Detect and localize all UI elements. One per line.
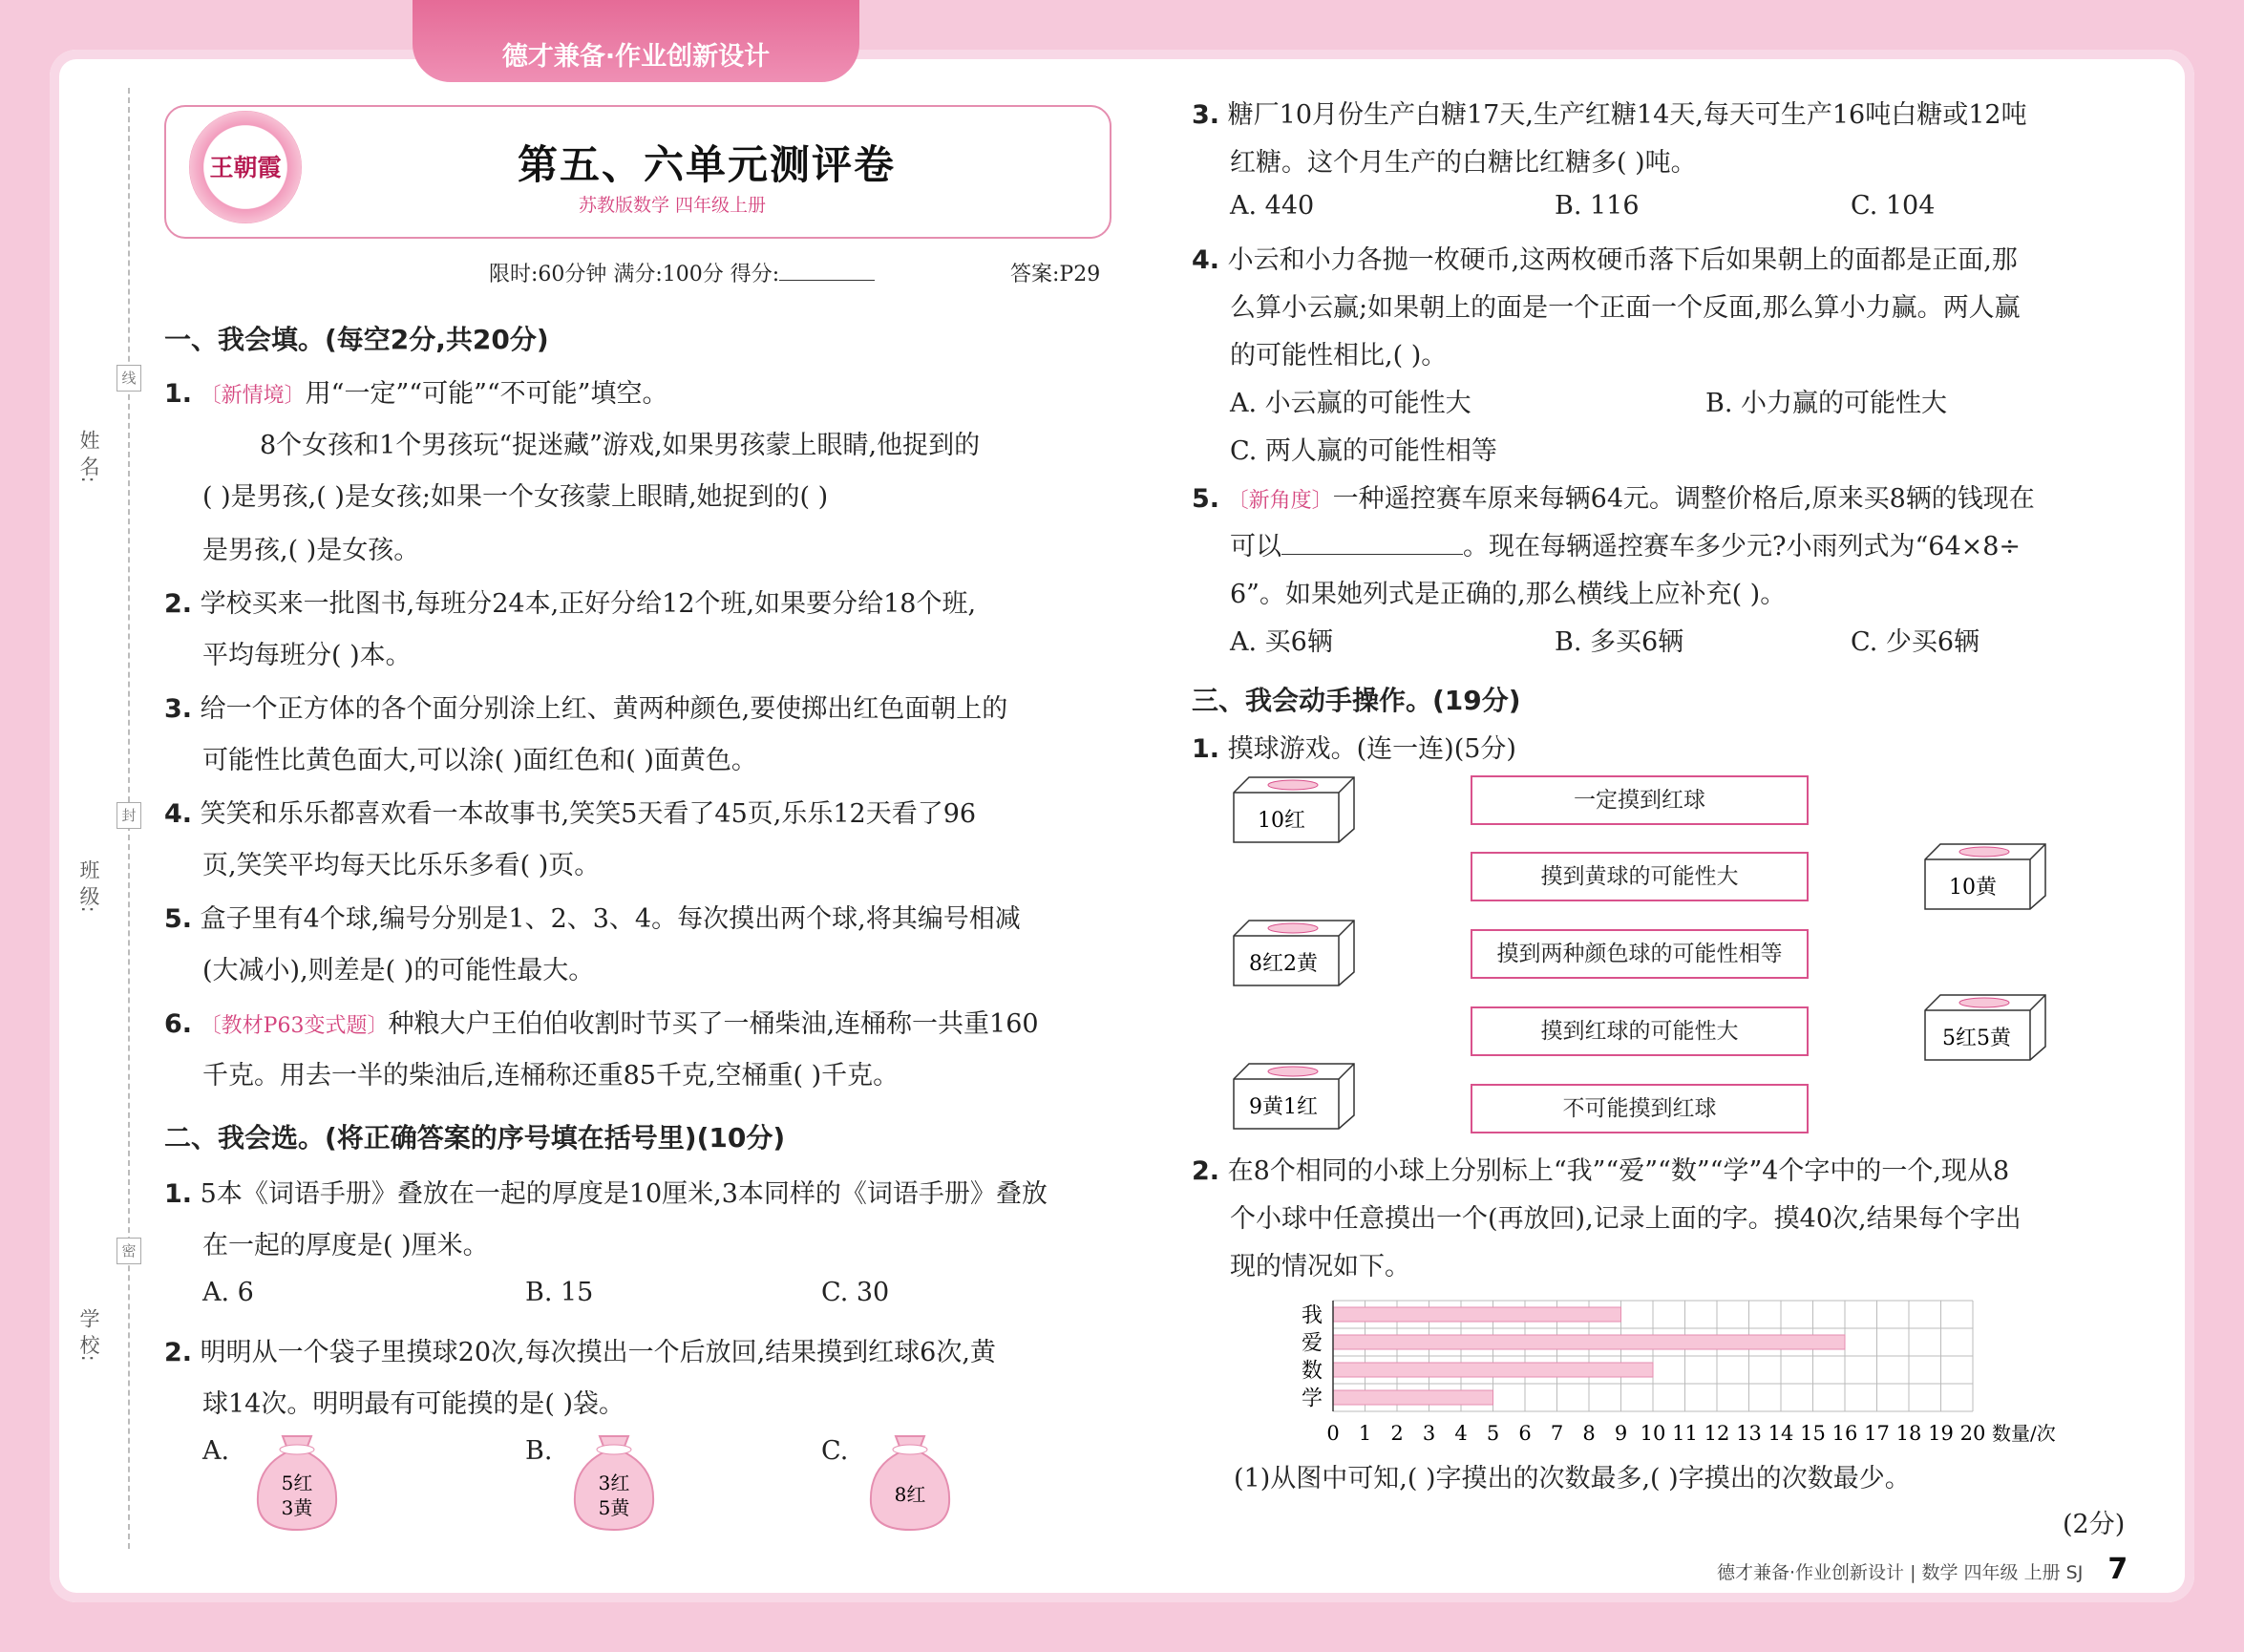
bar-数 xyxy=(1333,1363,1653,1377)
bar-爱 xyxy=(1333,1335,1845,1349)
s3-q2-line3: 现的情况如下。 xyxy=(1230,1252,1410,1281)
tick-label: 15 xyxy=(1800,1422,1826,1442)
s1-q5-line2: (大减小),则差是( )的可能性最大。 xyxy=(202,956,595,985)
series-banner: 德才兼备·作业创新设计 xyxy=(413,0,859,82)
s3-q2-points: (2分) xyxy=(2063,1510,2126,1539)
answer-ref: 答案:P29 xyxy=(1010,263,1101,286)
footer-text: 德才兼备·作业创新设计 | 数学 四年级 上册 SJ xyxy=(1717,1562,2084,1583)
s2-q1-option-b: B. 15 xyxy=(525,1278,594,1307)
tick-label: 6 xyxy=(1518,1422,1532,1442)
s3-q2-line2: 个小球中任意摸出一个(再放回),记录上面的字。摸40次,结果每个字出 xyxy=(1230,1204,2022,1234)
ball-box-8-red-2-yellow xyxy=(1232,919,1356,987)
s3-q1: 1. 摸球游戏。(连一连)(5分) xyxy=(1192,734,1516,764)
s2-q5-option-c: C. 少买6辆 xyxy=(1851,627,1980,657)
tick-label: 3 xyxy=(1422,1422,1436,1442)
s2-q1-line2: 在一起的厚度是( )厘米。 xyxy=(202,1231,489,1260)
s2-q1-option-c: C. 30 xyxy=(821,1278,890,1307)
s2-q5-option-b: B. 多买6辆 xyxy=(1555,627,1684,657)
tick-label: 0 xyxy=(1326,1422,1340,1442)
gutter-class-label: 班 级: xyxy=(77,859,100,913)
bag-a-line1: 5红 xyxy=(281,1472,313,1494)
bar-学 xyxy=(1333,1390,1493,1405)
bag-b-line1: 3红 xyxy=(598,1472,630,1494)
s1-q5: 5. 盒子里有4个球,编号分别是1、2、3、4。每次摸出两个球,将其编号相减 xyxy=(164,904,1021,934)
tick-label: 7 xyxy=(1550,1422,1564,1442)
ball-box-label-5: 5红5黄 xyxy=(1942,1027,2011,1050)
s2-q5-line2: 可以 。现在每辆遥控赛车多少元?小雨列式为“64×8÷ xyxy=(1230,532,2022,561)
s2-q4-option-b: B. 小力赢的可能性大 xyxy=(1705,389,1948,418)
page-number: 7 xyxy=(2107,1553,2128,1586)
s2-q5-option-a: A. 买6辆 xyxy=(1230,627,1333,657)
s3-q2: 2. 在8个相同的小球上分别标上“我”“爱”“数”“学”4个字中的一个,现从8 xyxy=(1192,1156,2010,1186)
section-2-heading: 二、我会选。(将正确答案的序号填在括号里)(10分) xyxy=(164,1122,786,1154)
tick-label: 9 xyxy=(1614,1422,1628,1442)
tick-label: 5 xyxy=(1486,1422,1500,1442)
s1-q2-line2: 平均每班分( )本。 xyxy=(202,641,412,670)
s2-q2-option-b: B. xyxy=(525,1436,553,1466)
s1-q4: 4. 笑笑和乐乐都喜欢看一本故事书,笑笑5天看了45页,乐乐12天看了96 xyxy=(164,799,977,829)
category-label: 爱 xyxy=(1301,1331,1323,1356)
bag-b-icon xyxy=(567,1429,661,1534)
ball-box-10-red xyxy=(1232,775,1356,844)
match-option-4[interactable]: 摸到红球的可能性大 xyxy=(1471,1006,1809,1056)
s2-q4-option-a: A. 小云赢的可能性大 xyxy=(1230,389,1471,418)
match-option-1[interactable]: 一定摸到红球 xyxy=(1471,775,1809,825)
s1-q3-line2: 可能性比黄色面大,可以涂( )面红色和( )面黄色。 xyxy=(202,746,757,775)
tick-label: 18 xyxy=(1895,1422,1922,1442)
gutter-mark-seal: 封 xyxy=(116,802,141,829)
page-title: 第五、六单元测评卷 xyxy=(518,141,897,188)
s2-q3-option-c: C. 104 xyxy=(1851,191,1936,221)
s2-q2-option-a: A. xyxy=(202,1436,230,1466)
tick-label: 8 xyxy=(1582,1422,1596,1442)
gutter-mark-line: 线 xyxy=(116,365,141,392)
brand-logo-text: 王朝霞 xyxy=(209,154,282,181)
tick-label: 16 xyxy=(1831,1422,1858,1442)
ball-box-label-4: 10黄 xyxy=(1949,876,1997,900)
ball-box-label-2: 8红2黄 xyxy=(1249,952,1318,976)
s1-q4-line2: 页,笑笑平均每天比乐乐多看( )页。 xyxy=(202,851,601,880)
s1-q1-line2: ( )是男孩,( )是女孩;如果一个女孩蒙上眼睛,她捉到的( ) xyxy=(202,482,829,512)
tick-label: 17 xyxy=(1864,1422,1890,1442)
s2-q3-option-a: A. 440 xyxy=(1230,191,1315,221)
bag-b-line2: 5黄 xyxy=(598,1496,630,1519)
tick-label: 11 xyxy=(1672,1422,1698,1442)
ball-box-label-3: 9黄1红 xyxy=(1249,1095,1318,1119)
brand-logo xyxy=(189,111,302,223)
bag-a-icon xyxy=(250,1429,344,1534)
ball-box-10-yellow xyxy=(1923,842,2047,911)
s1-q6-line2: 千克。用去一半的柴油后,连桶称还重85千克,空桶重( )千克。 xyxy=(202,1061,900,1091)
s2-q4-option-c: C. 两人赢的可能性相等 xyxy=(1230,436,1497,466)
match-option-2[interactable]: 摸到黄球的可能性大 xyxy=(1471,852,1809,901)
tick-label: 1 xyxy=(1358,1422,1372,1442)
bag-c-icon xyxy=(863,1429,957,1534)
bag-c-line1: 8红 xyxy=(894,1483,926,1506)
bar-我 xyxy=(1333,1307,1621,1322)
s2-q3-line2: 红糖。这个月生产的白糖比红糖多( )吨。 xyxy=(1230,148,1697,178)
s1-q6: 6. 〔教材P63变式题〕种粮大户王伯伯收割时节买了一桶柴油,连桶称一共重160 xyxy=(164,1009,1039,1039)
s2-q2-option-c: C. xyxy=(821,1436,849,1466)
gutter-mark-seal2: 密 xyxy=(116,1238,141,1264)
tick-label: 12 xyxy=(1704,1422,1730,1442)
footer-info xyxy=(1717,1553,2128,1586)
s1-q2: 2. 学校买来一批图书,每班分24本,正好分给12个班,如果要分给18个班, xyxy=(164,589,977,619)
category-label: 数 xyxy=(1301,1359,1323,1384)
x-axis-label: 数量/次 xyxy=(1992,1422,2056,1442)
tick-label: 13 xyxy=(1736,1422,1762,1442)
s3-q2-sub1: (1)从图中可知,( )字摸出的次数最多,( )字摸出的次数最少。 xyxy=(1234,1464,1911,1493)
s1-q1: 1. 〔新情境〕用“一定”“可能”“不可能”填空。 xyxy=(164,379,668,409)
tick-label: 20 xyxy=(1959,1422,1986,1442)
s1-q1-line1: 8个女孩和1个男孩玩“捉迷藏”游戏,如果男孩蒙上眼睛,他捉到的 xyxy=(260,431,981,460)
category-label: 我 xyxy=(1301,1303,1323,1328)
s2-q1-option-a: A. 6 xyxy=(202,1278,254,1307)
category-label: 学 xyxy=(1301,1387,1323,1411)
s2-q5: 5. 〔新角度〕一种遥控赛车原来每辆64元。调整价格后,原来买8辆的钱现在 xyxy=(1192,484,2035,514)
tick-label: 14 xyxy=(1768,1422,1794,1442)
tick-label: 10 xyxy=(1640,1422,1666,1442)
s1-q1-line3: 是男孩,( )是女孩。 xyxy=(202,536,420,565)
ball-box-9-yellow-1-red xyxy=(1232,1062,1356,1131)
gutter-school-label: 学 校: xyxy=(77,1308,100,1362)
gutter-name-label: 姓 名: xyxy=(77,430,100,483)
section-1-heading: 一、我会填。(每空2分,共20分) xyxy=(164,324,549,355)
s2-q5-line3: 6”。如果她列式是正确的,那么横线上应补充( )。 xyxy=(1230,580,1787,609)
tick-label: 2 xyxy=(1390,1422,1404,1442)
s2-q1: 1. 5本《词语手册》叠放在一起的厚度是10厘米,3本同样的《词语手册》叠放 xyxy=(164,1179,1048,1209)
match-option-5[interactable]: 不可能摸到红球 xyxy=(1471,1084,1809,1133)
match-option-3[interactable]: 摸到两种颜色球的可能性相等 xyxy=(1471,929,1809,979)
s1-q3: 3. 给一个正方体的各个面分别涂上红、黄两种颜色,要使掷出红色面朝上的 xyxy=(164,694,1008,724)
bag-a-line2: 3黄 xyxy=(281,1496,313,1519)
s2-q2: 2. 明明从一个袋子里摸球20次,每次摸出一个后放回,结果摸到红球6次,黄 xyxy=(164,1338,996,1367)
tick-label: 4 xyxy=(1454,1422,1468,1442)
s2-q4: 4. 小云和小力各抛一枚硬币,这两枚硬币落下后如果朝上的面都是正面,那 xyxy=(1192,245,2018,275)
ball-box-label-1: 10红 xyxy=(1258,809,1305,833)
s2-q4-line2: 么算小云赢;如果朝上的面是一个正面一个反面,那么算小力赢。两人赢 xyxy=(1230,293,2021,323)
tick-label: 19 xyxy=(1928,1422,1954,1442)
s2-q3: 3. 糖厂10月份生产白糖17天,生产红糖14天,每天可生产16吨白糖或12吨 xyxy=(1192,100,2027,130)
word-frequency-chart xyxy=(1280,1289,2082,1442)
section-3-heading: 三、我会动手操作。(19分) xyxy=(1192,685,1521,716)
s2-q2-line2: 球14次。明明最有可能摸的是( )袋。 xyxy=(202,1389,625,1419)
page-subtitle: 苏教版数学 四年级上册 xyxy=(579,195,767,216)
exam-meta: 限时:60分钟 满分:100分 得分: xyxy=(489,258,875,287)
s2-q3-option-b: B. 116 xyxy=(1555,191,1640,221)
s2-q4-line3: 的可能性相比,( )。 xyxy=(1230,341,1448,371)
ball-box-5-red-5-yellow xyxy=(1923,993,2047,1062)
